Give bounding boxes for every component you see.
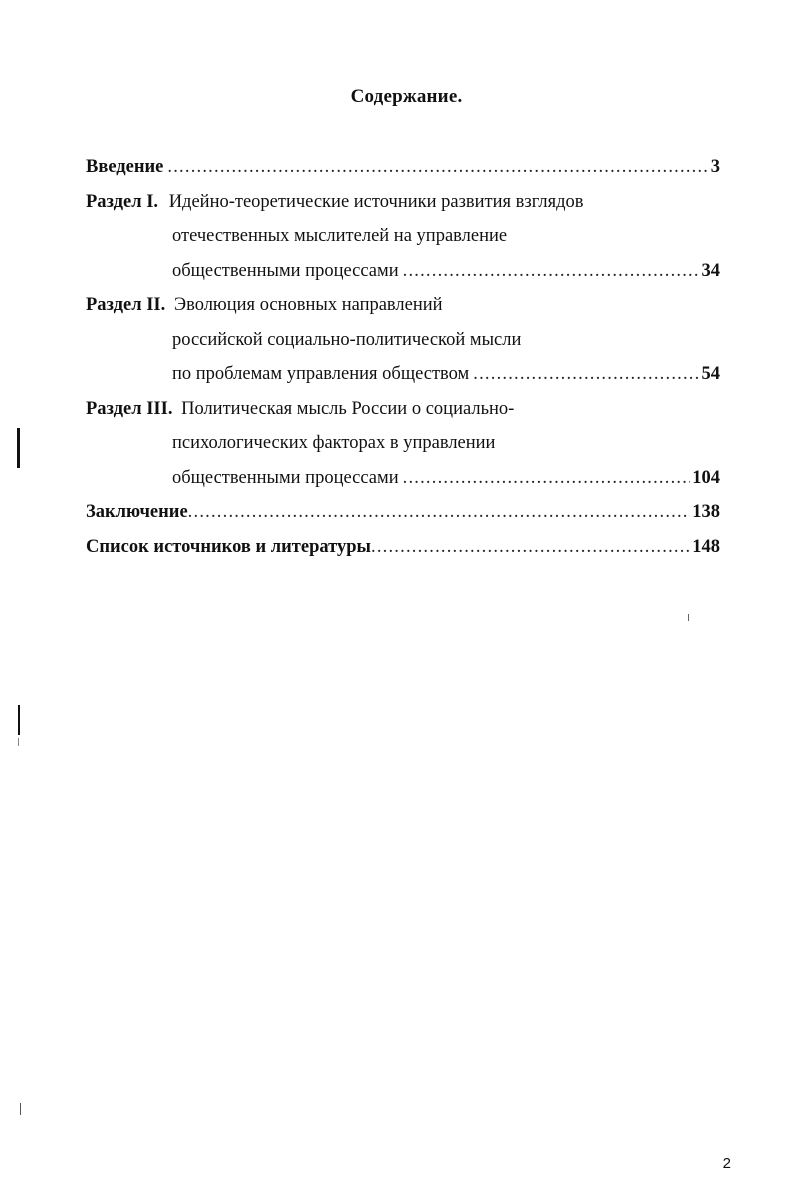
toc-entry-text: Эволюция основных направлений <box>173 295 443 315</box>
dot-leader <box>403 254 700 289</box>
toc-section-prefix: Раздел II. <box>86 295 166 315</box>
toc-page-number: 34 <box>701 260 720 281</box>
toc-entry-text: Идейно-теоретические источники развития взглядов <box>168 191 584 212</box>
toc-entry-text: по проблемам управления обществом <box>172 364 470 384</box>
toc-page-number: 54 <box>701 364 720 384</box>
toc-entry-intro[interactable] <box>86 150 720 185</box>
dot-leader <box>188 495 691 530</box>
toc-entry-label: Список источников и литературы <box>86 536 371 557</box>
toc-entry-section-3-line-3[interactable] <box>86 461 720 496</box>
toc-page-number: 104 <box>692 467 720 488</box>
toc-page-number: 3 <box>710 157 720 177</box>
toc-entry-section-1-line-1[interactable] <box>86 185 720 220</box>
page-number: 2 <box>722 1155 731 1172</box>
dot-leader <box>371 530 690 565</box>
toc-entry-label: Введение <box>86 157 164 177</box>
page-title: Содержание. <box>350 86 463 107</box>
dot-leader <box>403 461 691 496</box>
scan-mark <box>18 705 20 735</box>
scan-mark <box>18 738 19 746</box>
dot-leader <box>167 150 708 185</box>
toc-entry-section-2-line-2 <box>86 323 720 358</box>
toc-page-number: 138 <box>692 502 720 522</box>
toc-page-number: 148 <box>692 536 720 557</box>
toc-entry-text: отечественных мыслителей на управление <box>172 226 508 246</box>
scan-mark <box>20 1103 21 1115</box>
toc-entry-section-2-line-3[interactable] <box>86 357 720 392</box>
toc-entry-section-3-line-2 <box>86 426 720 461</box>
toc-entry-text: общественными процессами <box>172 467 399 488</box>
toc-entry-conclusion[interactable] <box>86 495 720 530</box>
toc-entry-text: Политическая мысль России о социально- <box>181 398 515 419</box>
toc-entry-section-1-line-2 <box>86 219 720 254</box>
table-of-contents <box>86 150 720 564</box>
toc-entry-section-2-line-1[interactable] <box>86 288 720 323</box>
toc-entry-sources[interactable] <box>86 530 720 565</box>
toc-entry-text: общественными процессами <box>172 260 399 281</box>
toc-entry-label: Заключение <box>86 502 188 522</box>
toc-section-prefix: Раздел III. <box>86 398 173 419</box>
toc-section-prefix: Раздел I. <box>86 191 159 212</box>
toc-entry-text: психологических факторах в управлении <box>172 433 496 453</box>
toc-entry-section-3-line-1[interactable] <box>86 392 720 427</box>
toc-entry-section-1-line-3[interactable] <box>86 254 720 289</box>
scan-mark <box>17 428 20 468</box>
dot-leader <box>473 357 699 392</box>
toc-entry-text: российской социально-политической мысли <box>172 329 522 350</box>
scan-mark <box>688 614 689 621</box>
